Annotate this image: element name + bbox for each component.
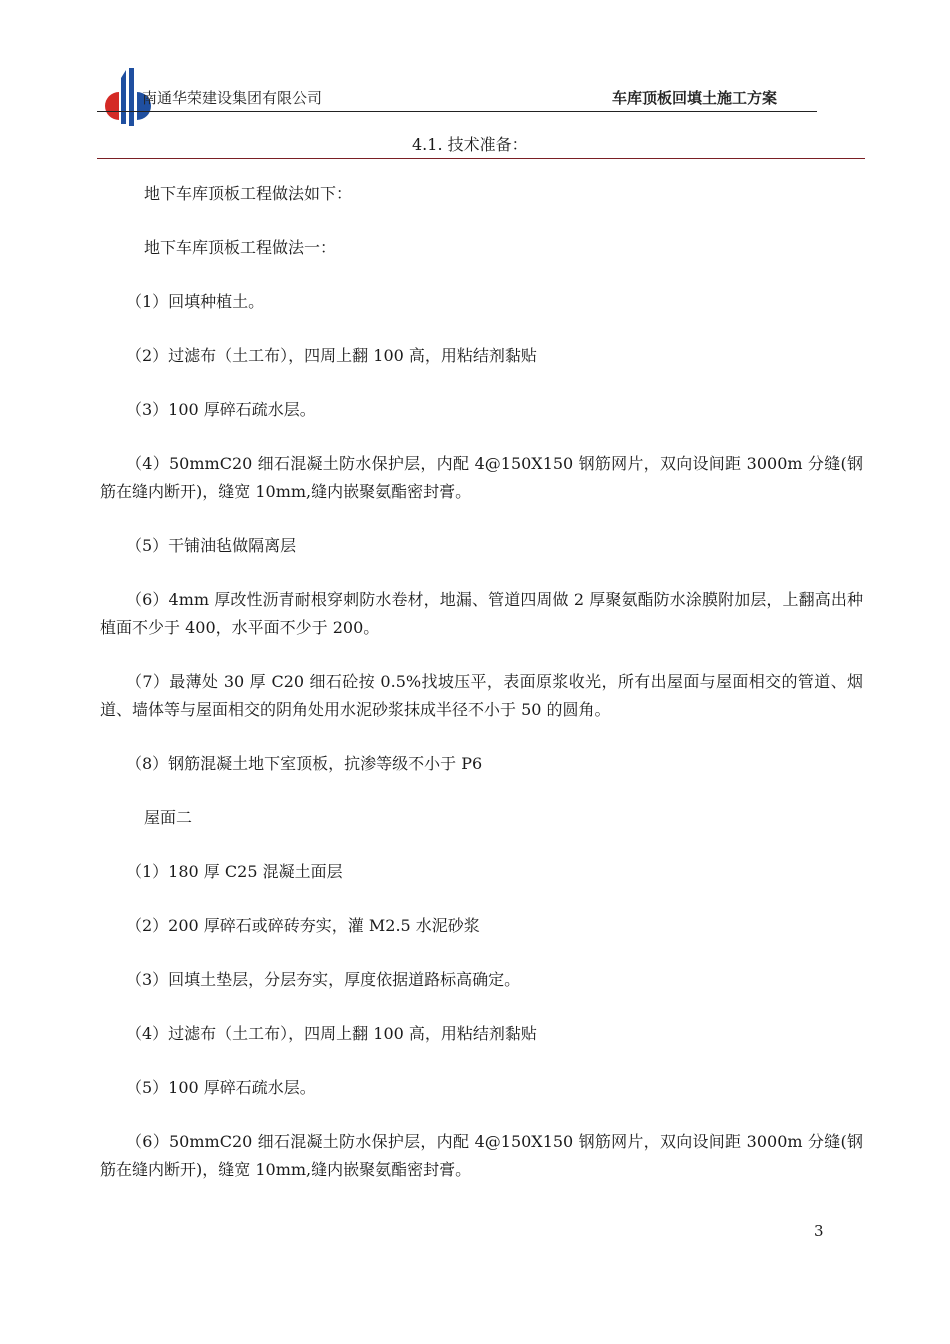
paragraph: （3）回填土垫层，分层夯实，厚度依据道路标高确定。 [126,970,521,989]
paragraph: （3）100 厚碎石疏水层。 [126,400,316,419]
header-divider [97,111,817,112]
paragraph: （6）50mmC20 细石混凝土防水保护层，内配 4@150X150 钢筋网片，双向设间距 3000m 分缝(钢筋在缝内断开)，缝宽 10mm,缝内嵌聚氨酯密封膏。 [100,1132,863,1179]
paragraph: 地下车库顶板工程做法一： [144,238,337,257]
section-heading: 4.1. 技术准备： [412,135,528,154]
paragraph: （2）200 厚碎石或碎砖夯实，灌 M2.5 水泥砂浆 [126,916,480,935]
paragraph: （7）最薄处 30 厚 C20 细石砼按 0.5%找坡压平，表面原浆收光，所有出屋面与屋面相交的管道、烟道、墙体等与屋面相交的阴角处用水泥砂浆抹成半径不小于 50 的圆角。 [100,672,863,719]
paragraph: （5）干铺油毡做隔离层 [126,536,297,555]
paragraph: 屋面二 [144,808,193,827]
body-content [100,180,863,1210]
paragraph: 地下车库顶板工程做法如下： [144,184,353,203]
section-divider [97,158,865,159]
paragraph: （8）钢筋混凝土地下室顶板，抗渗等级不小于 P6 [126,754,483,773]
document-title: 车库顶板回填土施工方案 [612,89,778,107]
paragraph: （6）4mm 厚改性沥青耐根穿刺防水卷材，地漏、管道四周做 2 厚聚氨酯防水涂膜附加层，上翻高出种植面不少于 400，水平面不少于 200。 [100,590,863,637]
paragraph: （5）100 厚碎石疏水层。 [126,1078,316,1097]
paragraph: （4）过滤布（土工布），四周上翻 100 高，用粘结剂黏贴 [126,1024,537,1043]
paragraph: （2）过滤布（土工布），四周上翻 100 高，用粘结剂黏贴 [126,346,537,365]
paragraph: （4）50mmC20 细石混凝土防水保护层，内配 4@150X150 钢筋网片，双向设间距 3000m 分缝(钢筋在缝内断开)，缝宽 10mm,缝内嵌聚氨酯密封膏。 [100,454,863,501]
paragraph: （1）回填种植土。 [126,292,265,311]
paragraph: （1）180 厚 C25 混凝土面层 [126,862,343,881]
company-name: 南通华荣建设集团有限公司 [142,89,323,107]
page-number: 3 [814,1222,824,1240]
